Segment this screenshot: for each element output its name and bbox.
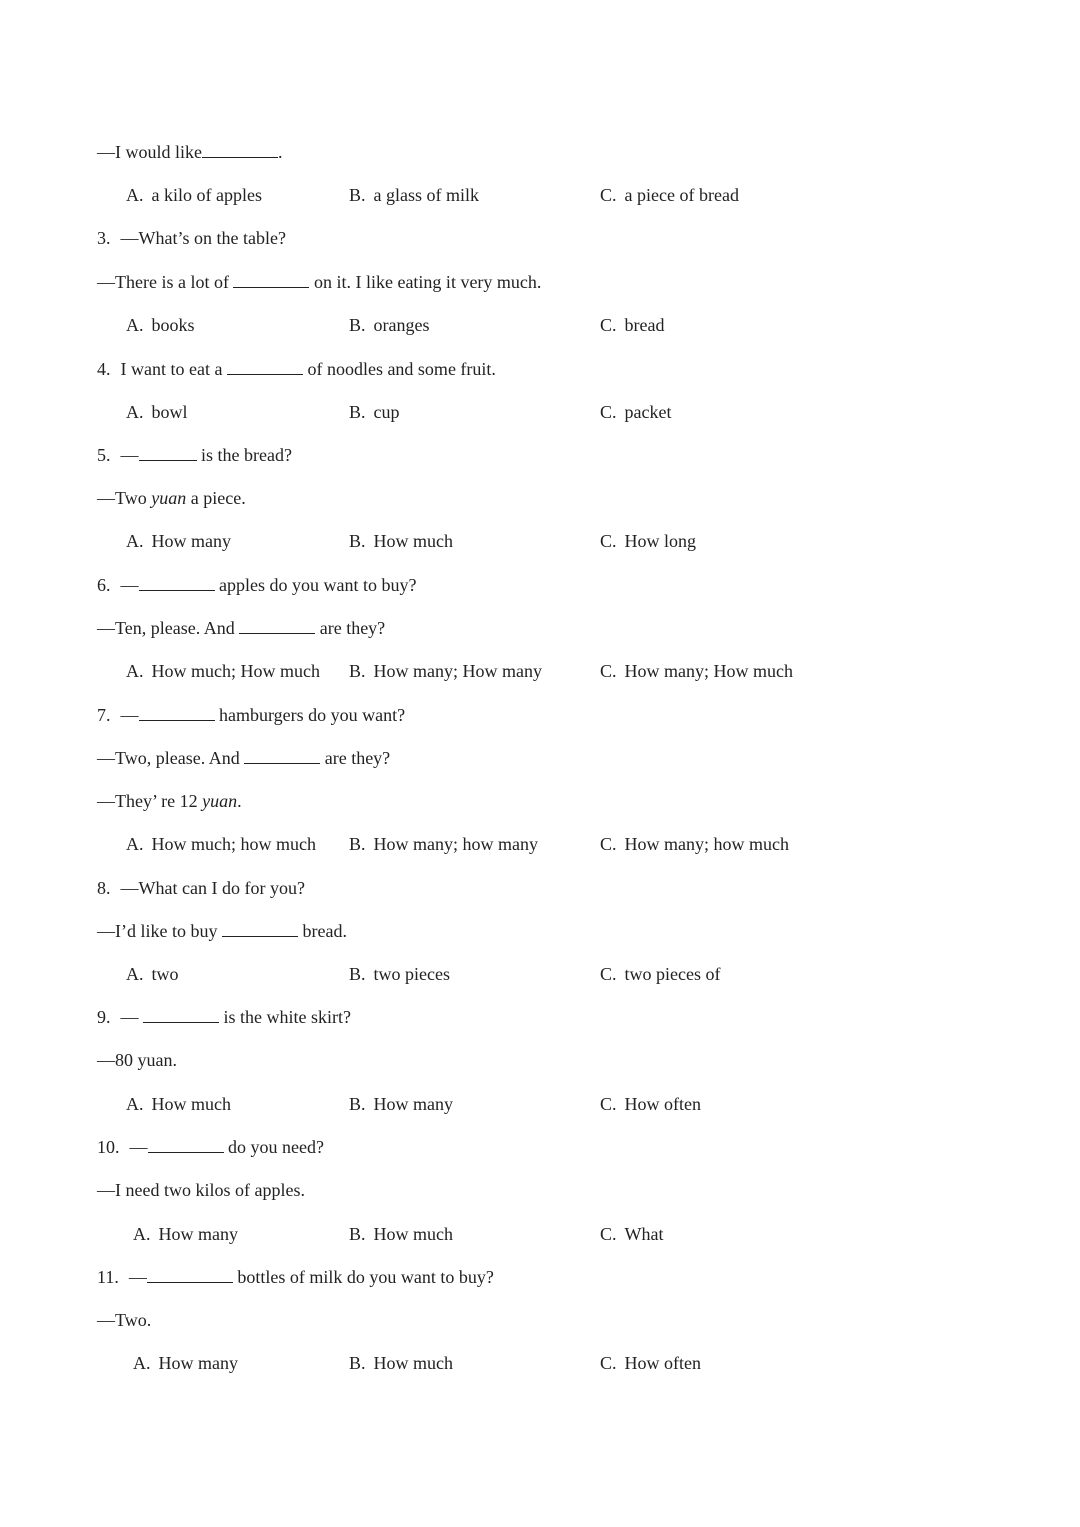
option-text: two [151, 964, 179, 984]
option-c[interactable] [600, 530, 696, 552]
question-text: —Two. [97, 1310, 152, 1330]
option-letter: A. [126, 315, 144, 335]
option-a[interactable] [126, 401, 188, 423]
question-text: — [129, 1137, 148, 1157]
answer-blank[interactable] [143, 1006, 219, 1023]
option-text: books [151, 315, 195, 335]
question-line [97, 1309, 151, 1331]
option-b[interactable] [349, 833, 538, 855]
question-text: — [128, 1267, 147, 1287]
option-letter: A. [133, 1224, 151, 1244]
question-text: . [278, 142, 283, 162]
question-text: are they? [315, 618, 386, 638]
option-letter: B. [349, 315, 366, 335]
question-text: of noodles and some fruit. [302, 359, 496, 379]
question-line [97, 790, 242, 812]
question-text: I want to eat a [120, 359, 227, 379]
question-line [97, 444, 292, 466]
option-text: two pieces of [624, 964, 721, 984]
question-text: — [120, 705, 139, 725]
option-letter: A. [126, 834, 144, 854]
question-line [97, 920, 347, 942]
option-b[interactable] [349, 530, 453, 552]
italic-word: yuan [202, 791, 238, 811]
question-line [97, 1266, 494, 1288]
option-text: a piece of bread [624, 185, 739, 205]
answer-blank[interactable] [139, 574, 215, 591]
answer-blank[interactable] [233, 271, 309, 288]
option-text: How many [158, 1224, 238, 1244]
option-text: How much [151, 1094, 231, 1114]
option-text: a glass of milk [373, 185, 480, 205]
option-text: How much [373, 1224, 454, 1244]
option-text: How much; How much [151, 661, 320, 681]
option-a[interactable] [133, 1223, 238, 1245]
option-text: oranges [373, 315, 430, 335]
question-line [97, 1136, 324, 1158]
italic-word: yuan [151, 488, 187, 508]
option-text: How often [624, 1094, 701, 1114]
option-letter: B. [349, 661, 366, 681]
question-line [97, 141, 283, 163]
option-text: How many; how much [624, 834, 789, 854]
option-text: What [624, 1224, 664, 1244]
question-text: —80 yuan. [97, 1050, 177, 1070]
answer-blank[interactable] [222, 920, 298, 937]
option-letter: A. [126, 964, 144, 984]
question-text: —Ten, please. And [97, 618, 240, 638]
option-c[interactable] [600, 1352, 701, 1374]
question-line [97, 271, 541, 293]
option-letter: C. [600, 1353, 617, 1373]
question-line [97, 1006, 351, 1028]
option-b[interactable] [349, 1093, 453, 1115]
question-text: bottles of milk do you want to buy? [232, 1267, 494, 1287]
answer-blank[interactable] [148, 1136, 224, 1153]
option-letter: C. [600, 402, 617, 422]
question-line [97, 574, 416, 596]
option-text: bowl [151, 402, 188, 422]
option-letter: C. [600, 1224, 617, 1244]
option-letter: C. [600, 531, 617, 551]
option-b[interactable] [349, 1352, 453, 1374]
option-c[interactable] [600, 1223, 664, 1245]
question-text: —They’ re 12 [97, 791, 203, 811]
question-text: on it. I like eating it very much. [309, 272, 542, 292]
option-c[interactable] [600, 184, 739, 206]
question-number: 4. [97, 359, 111, 379]
question-line [97, 1179, 305, 1201]
option-b[interactable] [349, 314, 430, 336]
option-a[interactable] [126, 963, 179, 985]
question-text: bread. [297, 921, 347, 941]
option-c[interactable] [600, 1093, 701, 1115]
option-a[interactable] [126, 530, 231, 552]
question-line [97, 877, 305, 899]
option-text: How long [624, 531, 697, 551]
option-text: How many [151, 531, 231, 551]
question-line [97, 617, 385, 639]
option-a[interactable] [126, 660, 320, 682]
option-letter: C. [600, 661, 617, 681]
option-c[interactable] [600, 963, 720, 985]
answer-blank[interactable] [147, 1266, 233, 1283]
answer-blank[interactable] [239, 617, 315, 634]
option-letter: A. [133, 1353, 151, 1373]
question-line [97, 227, 286, 249]
option-b[interactable] [349, 1223, 453, 1245]
question-line [97, 747, 390, 769]
option-text: How much [373, 1353, 454, 1373]
question-number: 5. [97, 445, 111, 465]
option-text: How many; How many [373, 661, 542, 681]
question-text: apples do you want to buy? [214, 575, 417, 595]
option-text: two pieces [373, 964, 450, 984]
question-line [97, 358, 496, 380]
option-text: bread [624, 315, 665, 335]
option-letter: B. [349, 1094, 366, 1114]
question-text: is the bread? [196, 445, 292, 465]
option-a[interactable] [126, 314, 195, 336]
option-letter: C. [600, 964, 617, 984]
option-a[interactable] [126, 1093, 231, 1115]
answer-blank[interactable] [139, 704, 215, 721]
question-text: —Two [97, 488, 152, 508]
question-text: —I’d like to buy [97, 921, 222, 941]
option-text: How much [373, 531, 454, 551]
question-text: hamburgers do you want? [214, 705, 406, 725]
option-b[interactable] [349, 401, 400, 423]
option-letter: A. [126, 1094, 144, 1114]
question-text: — [120, 1007, 143, 1027]
question-text: —There is a lot of [97, 272, 234, 292]
question-text: are they? [320, 748, 391, 768]
answer-blank[interactable] [139, 444, 197, 461]
option-c[interactable] [600, 314, 665, 336]
option-text: packet [624, 402, 672, 422]
option-text: How much; how much [151, 834, 316, 854]
option-b[interactable] [349, 184, 479, 206]
question-text: —Two, please. And [97, 748, 245, 768]
option-text: How many; how many [373, 834, 538, 854]
option-c[interactable] [600, 660, 793, 682]
question-number: 11. [97, 1267, 119, 1287]
question-text: a piece. [186, 488, 246, 508]
question-text: —I would like [97, 142, 202, 162]
option-a[interactable] [126, 184, 262, 206]
option-c[interactable] [600, 833, 789, 855]
question-line [97, 1049, 177, 1071]
option-b[interactable] [349, 963, 450, 985]
option-text: a kilo of apples [151, 185, 262, 205]
question-number: 9. [97, 1007, 111, 1027]
option-text: How many; How much [624, 661, 793, 681]
option-text: cup [373, 402, 400, 422]
option-text: How often [624, 1353, 701, 1373]
option-a[interactable] [133, 1352, 238, 1374]
option-letter: A. [126, 402, 144, 422]
answer-blank[interactable] [244, 747, 320, 764]
option-letter: C. [600, 1094, 617, 1114]
question-number: 3. [97, 228, 111, 248]
question-text: — [120, 575, 139, 595]
option-text: How many [373, 1094, 454, 1114]
question-number: 8. [97, 878, 111, 898]
option-letter: B. [349, 531, 366, 551]
question-text: —I need two kilos of apples. [97, 1180, 305, 1200]
option-letter: A. [126, 531, 144, 551]
option-letter: B. [349, 834, 366, 854]
option-letter: C. [600, 315, 617, 335]
answer-blank[interactable] [227, 358, 303, 375]
option-c[interactable] [600, 401, 671, 423]
option-letter: C. [600, 185, 617, 205]
question-line [97, 704, 405, 726]
question-text: do you need? [223, 1137, 324, 1157]
option-letter: B. [349, 964, 366, 984]
option-letter: A. [126, 185, 144, 205]
question-number: 6. [97, 575, 111, 595]
option-letter: B. [349, 1224, 366, 1244]
question-number: 10. [97, 1137, 120, 1157]
option-text: How many [158, 1353, 238, 1373]
option-b[interactable] [349, 660, 542, 682]
option-a[interactable] [126, 833, 316, 855]
question-text: —What can I do for you? [120, 878, 305, 898]
question-text: . [237, 791, 242, 811]
option-letter: B. [349, 1353, 366, 1373]
question-text: is the white skirt? [219, 1007, 351, 1027]
question-number: 7. [97, 705, 111, 725]
question-line [97, 487, 246, 509]
question-text: — [120, 445, 139, 465]
option-letter: C. [600, 834, 617, 854]
answer-blank[interactable] [202, 141, 278, 158]
option-letter: B. [349, 185, 366, 205]
question-text: —What’s on the table? [120, 228, 286, 248]
option-letter: A. [126, 661, 144, 681]
option-letter: B. [349, 402, 366, 422]
